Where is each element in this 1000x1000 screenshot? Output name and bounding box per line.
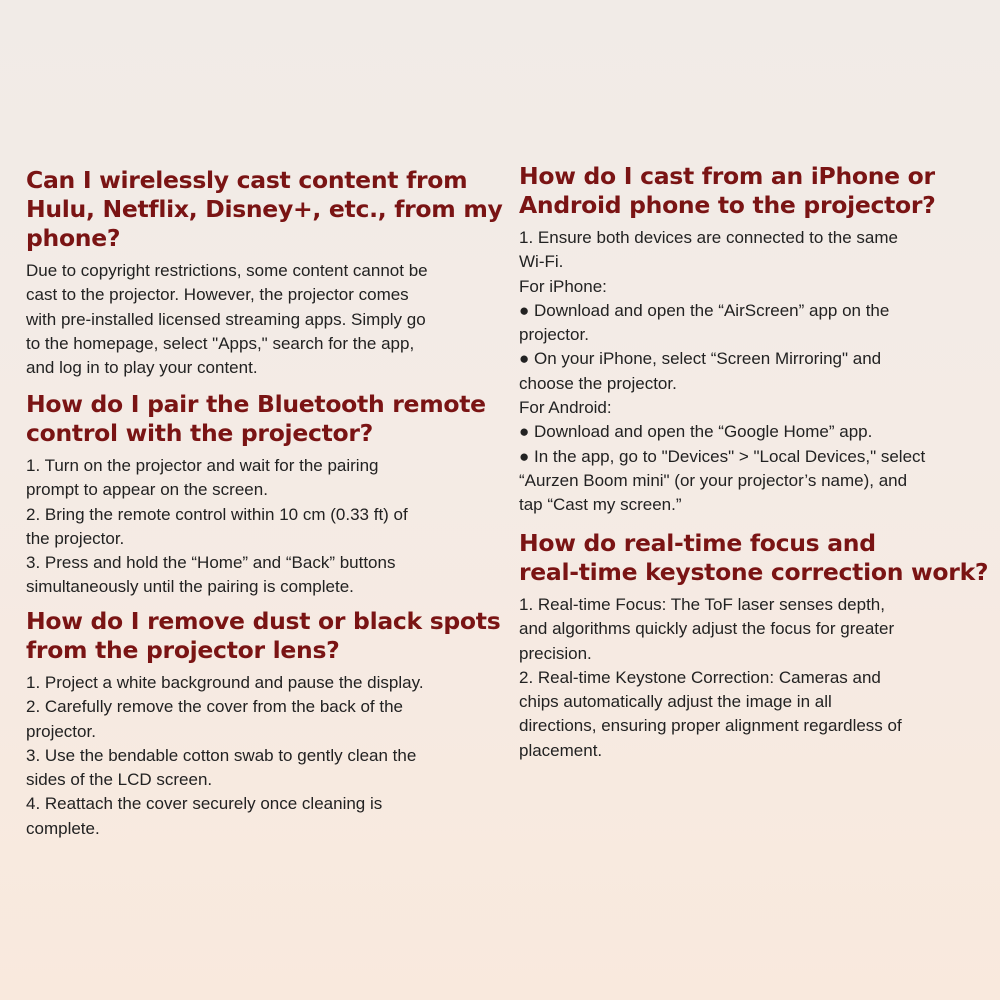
faq-question [519, 529, 993, 587]
answer-line: prompt to appear on the screen. [26, 480, 268, 500]
faq-question [26, 607, 506, 665]
question-line: real-time keystone correction work? [519, 558, 989, 586]
answer-line: ● Download and open the “AirScreen” app on the [519, 300, 890, 320]
question-line: How do real-time focus and [519, 529, 876, 557]
faq-question [26, 166, 506, 253]
answer-line: 2. Bring the remote control within 10 cm (0.33 ft) of [26, 504, 408, 524]
question-line: control with the projector? [26, 419, 373, 447]
answer-line: and algorithms quickly adjust the focus for greater [519, 619, 895, 639]
answer-line: 1. Turn on the projector and wait for the pairing [26, 456, 379, 475]
answer-line: 4. Reattach the cover securely once cleaning is [26, 794, 383, 814]
answer-line: cast to the projector. However, the projector comes [26, 285, 409, 305]
faq-item-focus-keystone [519, 529, 993, 763]
question-line: How do I pair the Bluetooth remote [26, 390, 486, 418]
answer-line: simultaneously until the pairing is complete. [26, 577, 354, 597]
faq-answer [26, 454, 506, 600]
faq-question [519, 162, 993, 220]
answer-line: “Aurzen Boom mini" (or your projector’s name), and [519, 470, 908, 490]
faq-item-phone-casting [519, 162, 993, 518]
faq-answer [26, 671, 506, 841]
answer-line: with pre-installed licensed streaming apps. Simply go [26, 309, 426, 329]
answer-line: ● Download and open the “Google Home” app. [519, 422, 873, 442]
answer-line: 1. Ensure both devices are connected to the same [519, 228, 898, 247]
answer-line: 1. Real-time Focus: The ToF laser senses depth, [519, 595, 885, 614]
answer-line: precision. [519, 643, 592, 663]
question-line: How do I cast from an iPhone or [519, 162, 935, 190]
answer-line: projector. [26, 721, 96, 741]
answer-line: For Android: [519, 398, 612, 418]
question-line: Hulu, Netflix, Disney+, etc., from my [26, 195, 503, 223]
answer-line: and log in to play your content. [26, 358, 258, 378]
answer-line: projector. [519, 325, 589, 345]
answer-line: For iPhone: [519, 276, 607, 296]
faq-question [26, 390, 506, 448]
answer-line: sides of the LCD screen. [26, 770, 213, 790]
answer-line: ● On your iPhone, select “Screen Mirroring" and [519, 349, 882, 369]
question-line: Android phone to the projector? [519, 191, 936, 219]
answer-line: 3. Press and hold the “Home” and “Back” buttons [26, 553, 396, 573]
answer-line: Due to copyright restrictions, some content cannot be [26, 261, 428, 280]
answer-line: chips automatically adjust the image in all [519, 692, 832, 712]
faq-item-wireless-cast [26, 166, 506, 380]
question-line: from the projector lens? [26, 636, 340, 664]
answer-line: 2. Real-time Keystone Correction: Cameras and [519, 667, 881, 687]
answer-line: the projector. [26, 528, 125, 548]
answer-line: complete. [26, 818, 100, 838]
answer-line: directions, ensuring proper alignment regardless of [519, 716, 902, 736]
question-line: phone? [26, 224, 121, 252]
answer-line: tap “Cast my screen.” [519, 495, 682, 515]
answer-line: 3. Use the bendable cotton swab to gently clean the [26, 745, 417, 765]
answer-line: choose the projector. [519, 373, 677, 393]
faq-answer [519, 226, 993, 518]
faq-item-bluetooth-remote [26, 390, 506, 600]
faq-answer [26, 259, 506, 380]
answer-line: ● In the app, go to "Devices" > "Local Devices," select [519, 446, 926, 466]
faq-answer [519, 593, 993, 763]
question-line: How do I remove dust or black spots [26, 607, 501, 635]
answer-line: placement. [519, 740, 603, 760]
answer-line: 1. Project a white background and pause the display. [26, 673, 424, 692]
question-line: Can I wirelessly cast content from [26, 166, 468, 194]
answer-line: 2. Carefully remove the cover from the back of the [26, 697, 404, 717]
answer-line: to the homepage, select "Apps," search for the app, [26, 333, 415, 353]
faq-item-lens-cleaning [26, 607, 506, 841]
answer-line: Wi-Fi. [519, 252, 564, 272]
